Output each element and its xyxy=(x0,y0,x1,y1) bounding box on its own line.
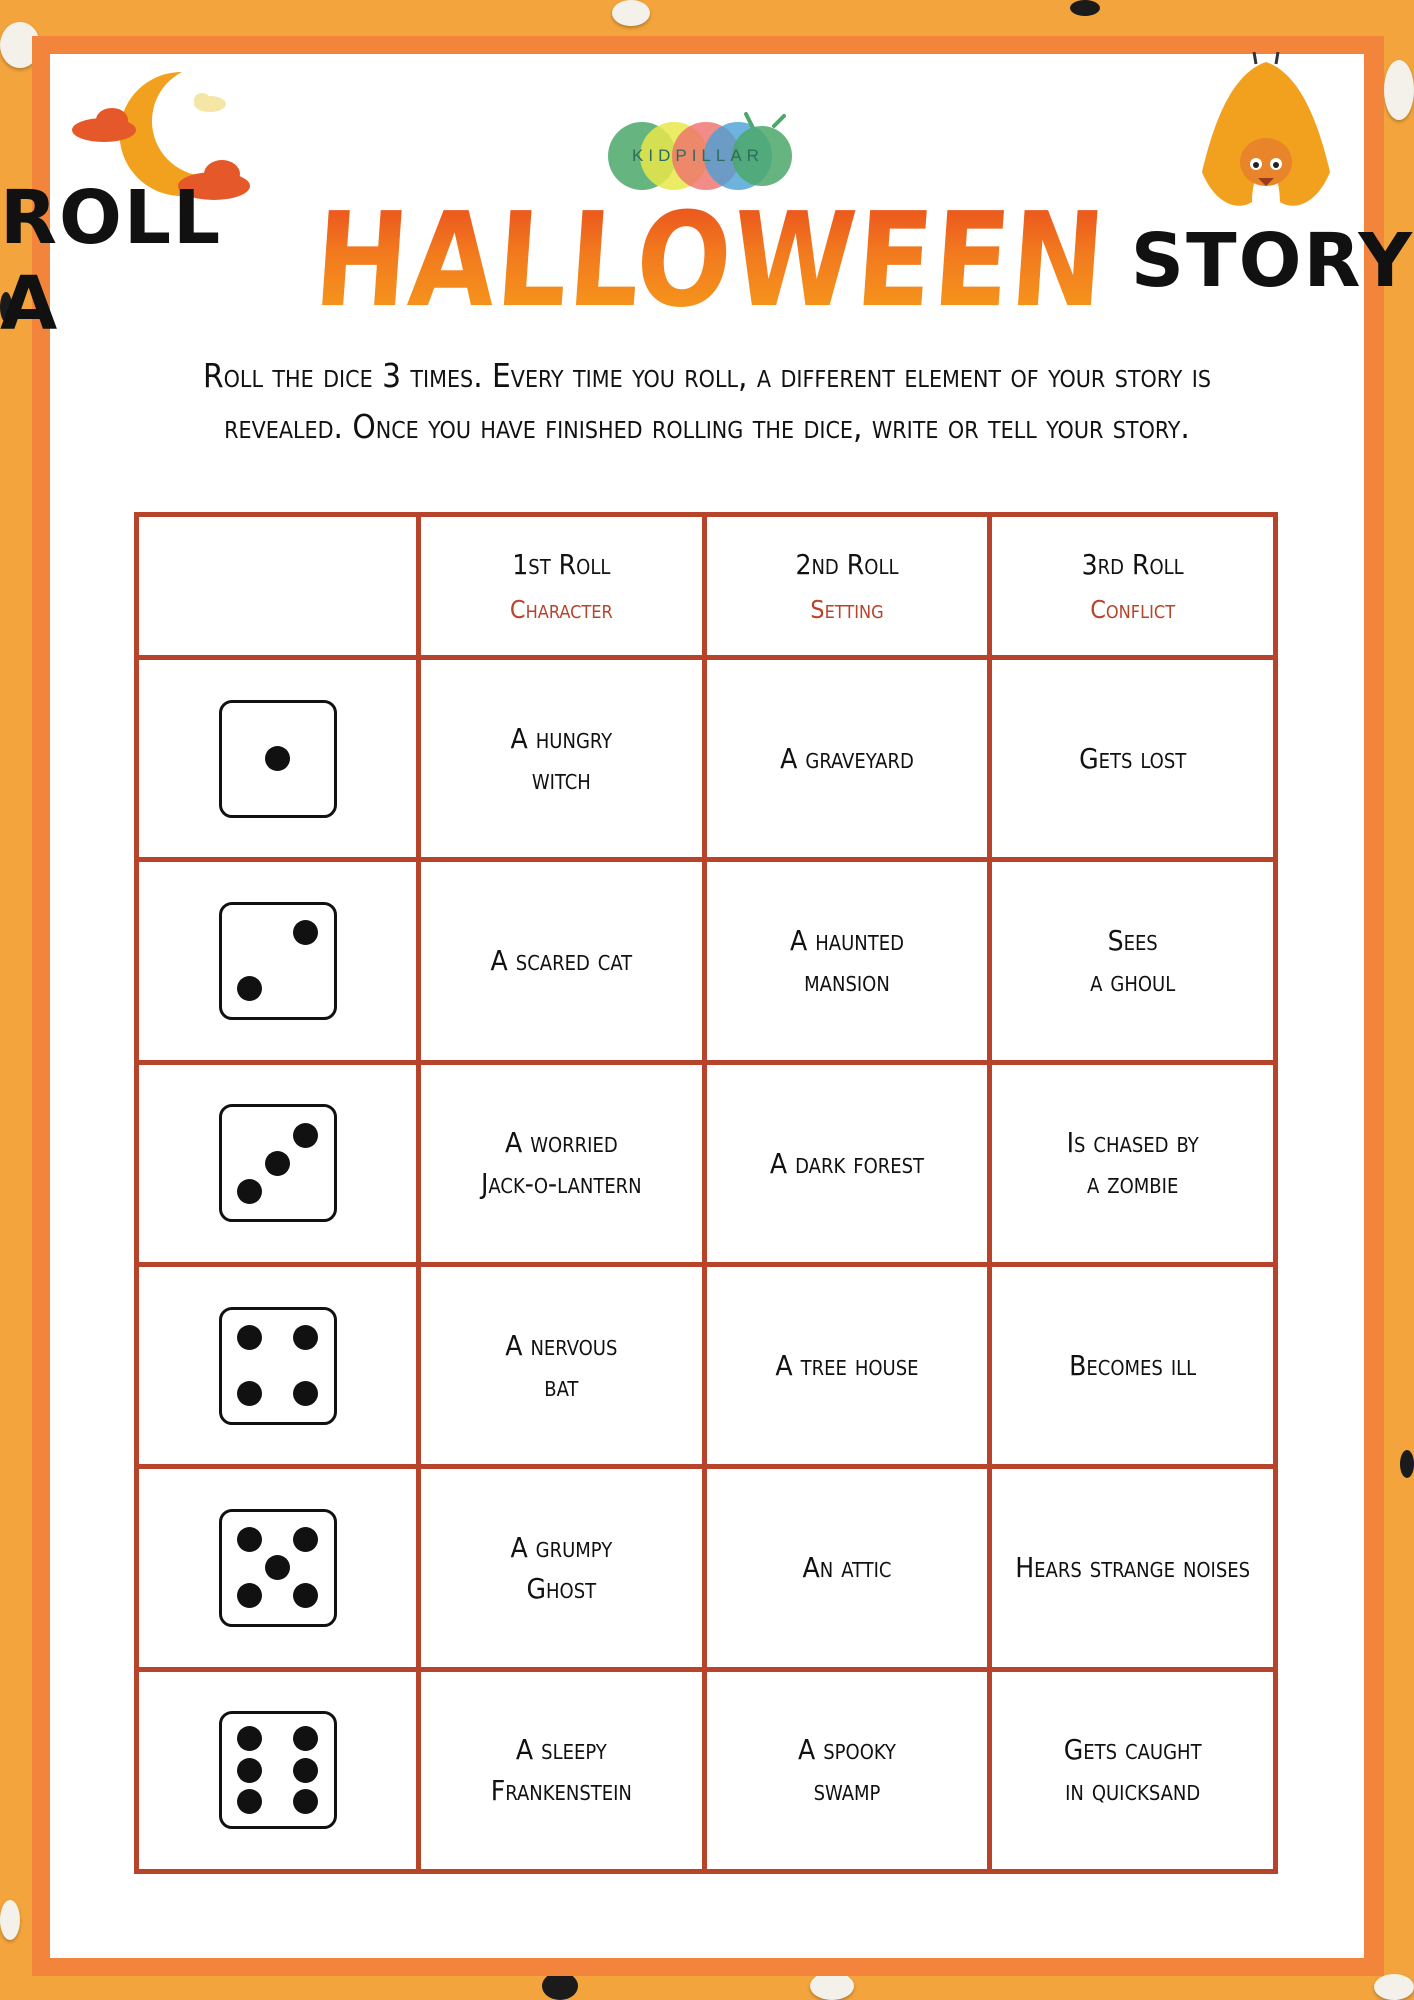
header-cell xyxy=(704,515,990,658)
die-pip xyxy=(293,1123,318,1148)
conflict-text: a zombie xyxy=(1086,1167,1179,1201)
die-face-icon xyxy=(219,1307,337,1425)
die-pip xyxy=(293,1758,318,1783)
character-cell xyxy=(419,1264,705,1466)
setting-cell xyxy=(704,658,990,860)
header-subtitle: Character xyxy=(509,595,613,624)
die-pip xyxy=(265,1555,290,1580)
die-pip xyxy=(237,1758,262,1783)
story-table xyxy=(134,512,1278,1874)
character-text: A grumpy xyxy=(510,1530,613,1564)
character-cell xyxy=(419,658,705,860)
conflict-text: Is chased by xyxy=(1066,1126,1199,1160)
setting-text: swamp xyxy=(813,1774,881,1808)
conflict-text: a ghoul xyxy=(1090,964,1176,998)
die-face-icon xyxy=(219,1509,337,1627)
setting-text: An attic xyxy=(802,1551,892,1585)
die-pip xyxy=(237,1527,262,1552)
conflict-text: Sees xyxy=(1107,923,1158,957)
candy-decoration xyxy=(1374,1974,1414,2000)
die-pip xyxy=(237,1726,262,1751)
header-subtitle: Setting xyxy=(810,595,884,624)
character-cell xyxy=(419,1062,705,1264)
die-pip xyxy=(293,1381,318,1406)
instructions-line: revealed. Once you have finished rolling the dice, write or tell your story. xyxy=(224,407,1190,446)
die-face-icon xyxy=(219,902,337,1020)
table-row xyxy=(137,1669,1276,1871)
character-text: Ghost xyxy=(526,1571,597,1605)
die-cell xyxy=(137,1669,419,1871)
die-pip xyxy=(237,1325,262,1350)
character-text: A sleepy xyxy=(515,1733,607,1767)
character-text: A scared cat xyxy=(490,944,633,978)
bean-decoration xyxy=(1400,1450,1414,1478)
conflict-cell xyxy=(990,860,1276,1062)
setting-cell xyxy=(704,860,990,1062)
conflict-cell xyxy=(990,1669,1276,1871)
character-text: Jack-o-lantern xyxy=(481,1167,642,1201)
conflict-text: Hears strange noises xyxy=(1015,1551,1251,1585)
setting-cell xyxy=(704,1467,990,1669)
setting-cell xyxy=(704,1669,990,1871)
die-pip xyxy=(265,1151,290,1176)
setting-text: A tree house xyxy=(775,1349,919,1383)
bean-decoration xyxy=(542,1972,578,2000)
conflict-text: Gets caught xyxy=(1063,1733,1202,1767)
header-title: 2nd Roll xyxy=(795,548,899,581)
die-cell xyxy=(137,658,419,860)
die-pip xyxy=(237,1789,262,1814)
die-pip xyxy=(265,746,290,771)
instructions-line: Roll the dice 3 times. Every time you roll, a different element of your story is xyxy=(203,356,1211,395)
character-text: A hungry xyxy=(510,721,613,755)
die-cell xyxy=(137,1264,419,1466)
header-title: 3rd Roll xyxy=(1081,548,1184,581)
character-text: A worried xyxy=(504,1126,618,1160)
die-pip xyxy=(293,920,318,945)
conflict-cell xyxy=(990,1264,1276,1466)
header-title: 1st Roll xyxy=(512,548,611,581)
setting-text: mansion xyxy=(804,964,890,998)
die-pip xyxy=(293,1726,318,1751)
setting-cell xyxy=(704,1264,990,1466)
die-face-icon xyxy=(219,1104,337,1222)
kidpillar-logo xyxy=(602,112,794,192)
instructions xyxy=(150,350,1264,452)
conflict-text: in quicksand xyxy=(1065,1774,1201,1808)
die-pip xyxy=(293,1527,318,1552)
candy-decoration xyxy=(810,1972,854,2000)
page-title xyxy=(0,175,1414,347)
table-row xyxy=(137,1062,1276,1264)
die-pip xyxy=(237,976,262,1001)
conflict-text: Gets lost xyxy=(1079,742,1187,776)
table-row xyxy=(137,658,1276,860)
die-pip xyxy=(237,1583,262,1608)
header-cell xyxy=(990,515,1276,658)
character-text: bat xyxy=(544,1369,579,1403)
character-cell xyxy=(419,1467,705,1669)
character-cell xyxy=(419,1669,705,1871)
table-header-row xyxy=(137,515,1276,658)
table-row xyxy=(137,1264,1276,1466)
table-row xyxy=(137,860,1276,1062)
title-halloween: HALLOWEEN xyxy=(309,185,1111,337)
header-cell xyxy=(419,515,705,658)
conflict-cell xyxy=(990,658,1276,860)
conflict-cell xyxy=(990,1467,1276,1669)
setting-text: A haunted xyxy=(790,923,904,957)
header-empty-cell xyxy=(137,515,419,658)
conflict-cell xyxy=(990,1062,1276,1264)
conflict-text: Becomes ill xyxy=(1069,1349,1197,1383)
die-pip xyxy=(293,1325,318,1350)
candy-decoration xyxy=(1384,60,1414,120)
logo-text: KIDPILLAR xyxy=(632,146,764,165)
bean-decoration xyxy=(1070,0,1100,16)
candy-decoration xyxy=(612,0,650,26)
die-cell xyxy=(137,1467,419,1669)
candy-decoration xyxy=(0,1900,20,1940)
title-story: STORY xyxy=(1130,218,1414,304)
title-roll-a: ROLL A xyxy=(0,175,223,347)
header-subtitle: Conflict xyxy=(1090,595,1176,624)
die-face-icon xyxy=(219,700,337,818)
die-pip xyxy=(293,1789,318,1814)
setting-text: A spooky xyxy=(798,1733,896,1767)
character-text: witch xyxy=(531,762,591,796)
die-pip xyxy=(293,1583,318,1608)
setting-text: A dark forest xyxy=(769,1146,925,1180)
setting-cell xyxy=(704,1062,990,1264)
character-cell xyxy=(419,860,705,1062)
die-pip xyxy=(237,1381,262,1406)
die-cell xyxy=(137,1062,419,1264)
table-row xyxy=(137,1467,1276,1669)
character-text: Frankenstein xyxy=(490,1774,632,1808)
die-pip xyxy=(237,1179,262,1204)
die-face-icon xyxy=(219,1711,337,1829)
die-cell xyxy=(137,860,419,1062)
character-text: A nervous xyxy=(505,1328,618,1362)
setting-text: A graveyard xyxy=(780,742,914,776)
